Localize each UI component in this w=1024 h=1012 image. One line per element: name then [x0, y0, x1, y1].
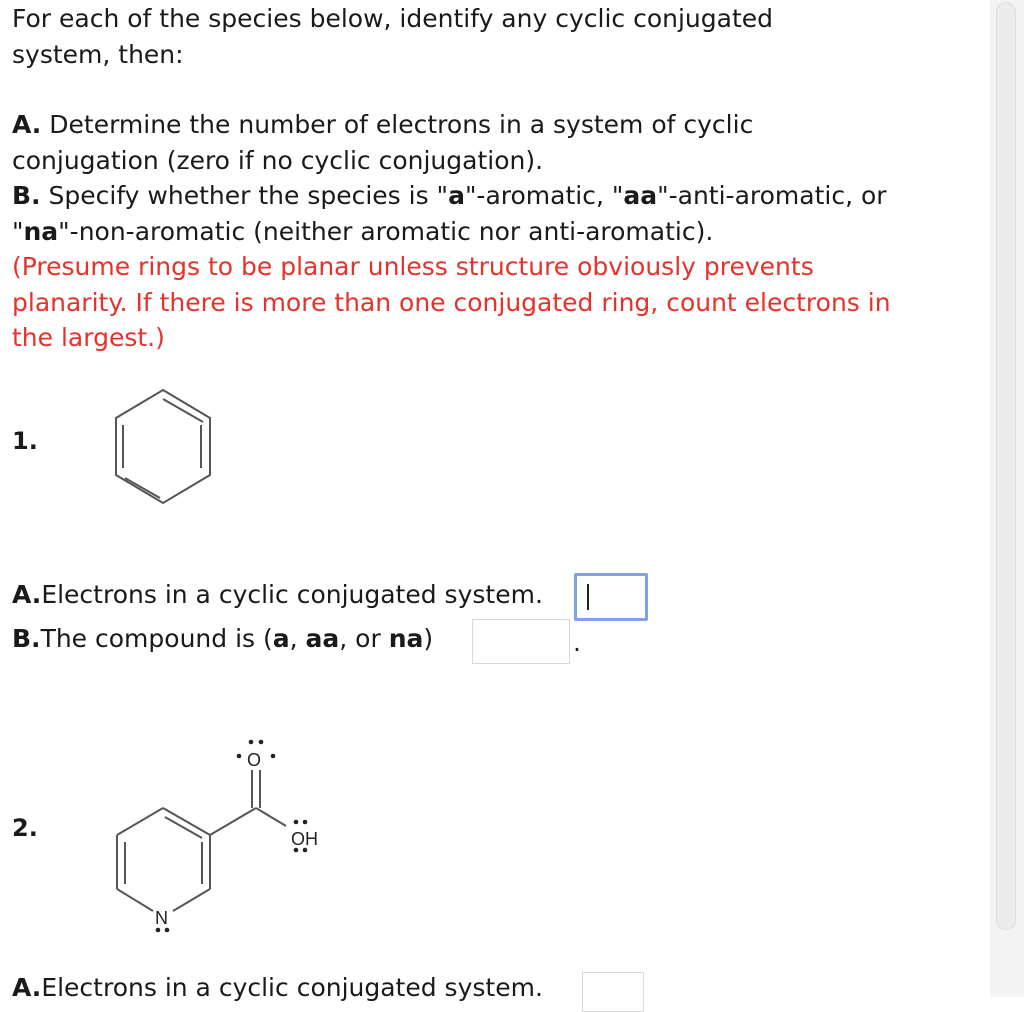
problem1-b-label: B.	[12, 624, 41, 653]
problem1-a-label: A.	[12, 580, 42, 609]
instruction-b-text-3: "-anti-aromatic, or "	[12, 181, 887, 246]
problem2-number: 2.	[12, 814, 38, 842]
instruction-b-aa: aa	[623, 181, 658, 210]
option-aa: aa	[305, 624, 340, 653]
problem2-electrons-input[interactable]	[582, 972, 644, 1012]
problem1-b-text: The compound is (	[40, 624, 273, 653]
option-separator: ,	[289, 624, 306, 653]
problem1-b-close: )	[423, 624, 434, 653]
instruction-b-label: B.	[12, 181, 41, 210]
atom-oh-label: OH	[291, 829, 318, 849]
option-na: na	[388, 624, 424, 653]
problem1-question-b	[12, 623, 433, 655]
option-separator: , or	[339, 624, 389, 653]
intro-text: For each of the species below, identify any cyclic conjugated system, then:	[12, 4, 773, 69]
instruction-a	[12, 107, 872, 178]
problem1-question-a	[12, 579, 543, 611]
instruction-note: (Presume rings to be planar unless structure obviously prevents planarity. If there is more than one conjugated ring, count electrons in the largest.)	[12, 252, 891, 352]
problem2-a-label: A.	[12, 973, 42, 1002]
instruction-b-a: a	[448, 181, 465, 210]
text-caret	[587, 584, 589, 610]
atom-o-label: O	[247, 750, 262, 770]
problem1-a-text: Electrons in a cyclic conjugated system.	[41, 580, 543, 609]
instruction-b-text-4: "-non-aromatic (neither aromatic nor anti-aromatic).	[58, 216, 714, 246]
instruction-a-text: Determine the number of electrons in a system of cyclic conjugation (zero if no cyclic conjugation).	[12, 110, 754, 175]
instruction-b-text-1: Specify whether the species is "	[40, 181, 449, 210]
problem2-question-a	[12, 972, 543, 1004]
problem1-number: 1.	[12, 427, 38, 455]
scrollbar-thumb[interactable]	[996, 2, 1016, 930]
electrons-input[interactable]	[574, 573, 648, 621]
instruction-b-na: na	[23, 216, 59, 246]
aromaticity-input[interactable]	[472, 619, 570, 664]
atom-n-label: N	[155, 908, 168, 928]
problem2-a-text: Electrons in a cyclic conjugated system.	[41, 973, 543, 1002]
instruction-b	[12, 178, 942, 249]
problem1-end-period: .	[573, 628, 581, 657]
option-a: a	[272, 624, 290, 653]
instruction-a-label: A.	[12, 110, 42, 139]
instruction-b-text-2: "-aromatic, "	[464, 181, 624, 210]
